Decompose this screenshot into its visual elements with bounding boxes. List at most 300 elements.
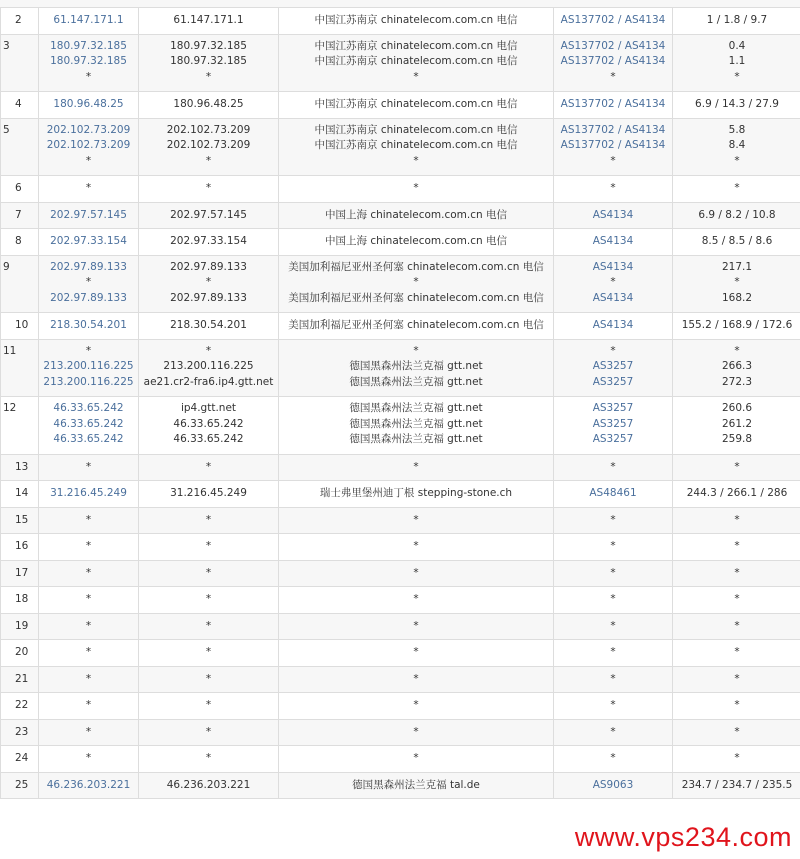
hostname-cell — [139, 8, 279, 35]
rtt-cell — [673, 8, 800, 35]
asn-text: * — [610, 566, 616, 579]
loc-text: 中国江苏南京 chinatelecom.com.cn 电信 — [314, 55, 518, 67]
asn-link[interactable]: AS137702 / AS4134 — [560, 98, 666, 110]
ip-text: * — [85, 752, 92, 764]
asn-cell — [554, 613, 673, 640]
rtt-cell — [673, 666, 800, 693]
ip-cell — [39, 313, 139, 340]
rtt-text: 6.9 / 14.3 / 27.9 — [695, 98, 779, 110]
rtt-text: 155.2 / 168.9 / 172.6 — [681, 319, 793, 331]
loc-text: * — [413, 513, 419, 526]
rtt-text: 1.1 — [728, 55, 746, 67]
loc-text: 德国黑森州法兰克福 gtt.net — [349, 375, 483, 388]
hostname-cell — [139, 640, 279, 667]
asn-text: * — [610, 276, 616, 288]
hop-number: 8 — [1, 229, 39, 256]
ip-text: * — [85, 344, 92, 357]
rtt-text: * — [734, 593, 740, 605]
rtt-text: 1 / 1.8 / 9.7 — [706, 14, 768, 26]
rtt-cell — [673, 313, 800, 340]
ip-link[interactable]: 180.97.32.185 — [50, 39, 127, 52]
loc-text: 中国江苏南京 chinatelecom.com.cn 电信 — [314, 98, 518, 110]
asn-cell — [554, 255, 673, 313]
table-row — [1, 772, 800, 799]
rtt-text: * — [734, 646, 740, 658]
table-row — [1, 454, 800, 481]
host-text: * — [205, 699, 212, 711]
host-text: 180.97.32.185 — [170, 55, 247, 67]
asn-cell — [554, 746, 673, 773]
ip-link[interactable]: 46.33.65.242 — [53, 417, 124, 430]
loc-text: * — [413, 154, 419, 167]
hop-number: 21 — [1, 666, 39, 693]
rtt-cell — [673, 534, 800, 561]
location-cell — [279, 34, 554, 92]
rtt-cell — [673, 454, 800, 481]
hop-number: 23 — [1, 719, 39, 746]
hop-number: 7 — [1, 202, 39, 229]
loc-text: * — [413, 460, 419, 473]
rtt-text: * — [734, 619, 740, 632]
asn-link[interactable]: AS48461 — [589, 487, 637, 499]
rtt-text: * — [734, 460, 740, 473]
location-cell — [279, 560, 554, 587]
table-row — [1, 534, 800, 561]
rtt-text: 5.8 — [728, 123, 746, 136]
table-row — [1, 313, 800, 340]
asn-cell — [554, 587, 673, 614]
ip-text: * — [85, 566, 92, 579]
asn-link[interactable]: AS3257 — [592, 433, 634, 445]
host-text: 180.97.32.185 — [170, 39, 247, 52]
ip-link[interactable]: 202.97.89.133 — [50, 291, 127, 304]
rtt-cell — [673, 587, 800, 614]
asn-cell — [554, 560, 673, 587]
loc-text: * — [413, 70, 419, 83]
loc-text: * — [413, 344, 419, 357]
asn-cell — [554, 397, 673, 455]
hop-number: 17 — [1, 560, 39, 587]
ip-cell — [39, 640, 139, 667]
ip-cell — [39, 481, 139, 508]
host-text: * — [205, 460, 212, 473]
table-row — [1, 587, 800, 614]
table-row — [1, 118, 800, 176]
hostname-cell — [139, 118, 279, 176]
loc-text: 中国上海 chinatelecom.com.cn 电信 — [324, 235, 508, 247]
asn-text: * — [610, 593, 616, 605]
rtt-cell — [673, 507, 800, 534]
asn-link[interactable]: AS137702 / AS4134 — [560, 123, 666, 136]
host-text: 202.97.57.145 — [170, 208, 247, 221]
ip-cell — [39, 176, 139, 203]
loc-text: * — [413, 593, 419, 605]
asn-cell — [554, 176, 673, 203]
rtt-text: 0.4 — [728, 39, 746, 52]
asn-link[interactable]: AS3257 — [592, 360, 634, 372]
ip-link[interactable]: 213.200.116.225 — [43, 360, 134, 372]
ip-link[interactable]: 202.97.89.133 — [50, 260, 127, 273]
table-row — [1, 693, 800, 720]
location-cell — [279, 613, 554, 640]
ip-text: * — [85, 593, 92, 605]
hop-number: 20 — [1, 640, 39, 667]
hop-number: 10 — [1, 313, 39, 340]
location-cell — [279, 176, 554, 203]
ip-link[interactable]: 46.33.65.242 — [53, 402, 124, 414]
asn-cell — [554, 534, 673, 561]
asn-text: * — [610, 752, 616, 764]
asn-cell — [554, 202, 673, 229]
asn-link[interactable]: AS137702 / AS4134 — [560, 14, 666, 26]
asn-cell — [554, 666, 673, 693]
asn-link[interactable]: AS3257 — [592, 402, 634, 414]
asn-text: * — [610, 154, 616, 167]
rtt-text: * — [734, 276, 740, 288]
asn-link[interactable]: AS3257 — [592, 375, 634, 388]
table-row — [1, 719, 800, 746]
hop-number: 12 — [1, 397, 39, 455]
asn-link[interactable]: AS137702 / AS4134 — [560, 39, 666, 52]
asn-link[interactable]: AS4134 — [592, 291, 634, 304]
ip-cell — [39, 118, 139, 176]
asn-link[interactable]: AS4134 — [592, 260, 634, 273]
hop-number: 14 — [1, 481, 39, 508]
asn-text: * — [610, 619, 616, 632]
location-cell — [279, 454, 554, 481]
location-cell — [279, 229, 554, 256]
ip-cell — [39, 587, 139, 614]
table-row — [1, 34, 800, 92]
hostname-cell — [139, 772, 279, 799]
rtt-cell — [673, 34, 800, 92]
asn-link[interactable]: AS137702 / AS4134 — [560, 139, 666, 151]
ip-text: * — [85, 182, 92, 194]
hostname-cell — [139, 397, 279, 455]
table-row — [1, 613, 800, 640]
loc-text: 德国黑森州法兰克福 gtt.net — [349, 402, 483, 414]
location-cell — [279, 118, 554, 176]
table-row — [1, 176, 800, 203]
location-cell — [279, 640, 554, 667]
ip-cell — [39, 397, 139, 455]
rtt-cell — [673, 481, 800, 508]
hostname-cell — [139, 176, 279, 203]
host-text: 46.236.203.221 — [166, 778, 251, 791]
hostname-cell — [139, 719, 279, 746]
location-cell — [279, 313, 554, 340]
host-text: * — [205, 70, 212, 83]
host-text: 180.96.48.25 — [173, 98, 244, 110]
ip-link[interactable]: 46.33.65.242 — [53, 433, 124, 445]
asn-cell — [554, 772, 673, 799]
hop-number: 11 — [1, 339, 39, 397]
rtt-cell — [673, 719, 800, 746]
loc-text: 美国加利福尼亚州圣何塞 chinatelecom.com.cn 电信 — [288, 319, 544, 331]
hostname-cell — [139, 313, 279, 340]
hostname-cell — [139, 613, 279, 640]
ip-link[interactable]: 180.97.32.185 — [50, 55, 127, 67]
asn-link[interactable]: AS4134 — [592, 235, 634, 247]
asn-text: * — [610, 699, 616, 711]
hop-number: 9 — [1, 255, 39, 313]
rtt-text: 259.8 — [721, 433, 753, 445]
ip-cell — [39, 202, 139, 229]
rtt-text: * — [734, 566, 740, 579]
asn-text: * — [610, 646, 616, 658]
hostname-cell — [139, 534, 279, 561]
asn-cell — [554, 118, 673, 176]
rtt-text: * — [734, 154, 740, 167]
loc-text: 中国江苏南京 chinatelecom.com.cn 电信 — [314, 14, 518, 26]
asn-cell — [554, 229, 673, 256]
location-cell — [279, 693, 554, 720]
hostname-cell — [139, 746, 279, 773]
ip-text: * — [85, 619, 92, 632]
asn-cell — [554, 507, 673, 534]
rtt-text: 272.3 — [721, 375, 753, 388]
location-cell — [279, 666, 554, 693]
table-row — [1, 92, 800, 119]
hop-number: 19 — [1, 613, 39, 640]
asn-link[interactable]: AS137702 / AS4134 — [560, 55, 666, 67]
host-text: 202.97.89.133 — [170, 260, 247, 273]
loc-text: 德国黑森州法兰克福 gtt.net — [349, 417, 483, 430]
rtt-text: 217.1 — [721, 260, 753, 273]
rtt-text: 234.7 / 234.7 / 235.5 — [681, 778, 793, 791]
hop-number: 25 — [1, 772, 39, 799]
loc-text: 瑞士弗里堡州迪丁根 stepping-stone.ch — [319, 487, 513, 499]
rtt-cell — [673, 640, 800, 667]
asn-text: * — [610, 540, 616, 552]
ip-text: * — [85, 154, 92, 167]
ip-link[interactable]: 202.97.33.154 — [50, 235, 127, 247]
hostname-cell — [139, 34, 279, 92]
asn-cell — [554, 92, 673, 119]
hostname-cell — [139, 229, 279, 256]
rtt-cell — [673, 255, 800, 313]
rtt-text: * — [734, 513, 740, 526]
host-text: * — [205, 344, 212, 357]
host-text: * — [205, 619, 212, 632]
host-text: 46.33.65.242 — [173, 417, 244, 430]
asn-cell — [554, 8, 673, 35]
ip-text: * — [85, 513, 92, 526]
ip-cell — [39, 719, 139, 746]
ip-cell — [39, 34, 139, 92]
asn-cell — [554, 481, 673, 508]
rtt-cell — [673, 693, 800, 720]
loc-text: 中国江苏南京 chinatelecom.com.cn 电信 — [314, 123, 518, 136]
hop-number: 18 — [1, 587, 39, 614]
rtt-text: * — [734, 699, 740, 711]
ip-link[interactable]: 218.30.54.201 — [50, 319, 127, 331]
hostname-cell — [139, 693, 279, 720]
location-cell — [279, 534, 554, 561]
location-cell — [279, 746, 554, 773]
asn-link[interactable]: AS4134 — [592, 319, 634, 331]
loc-text: * — [413, 699, 419, 711]
loc-text: * — [413, 752, 419, 764]
hostname-cell — [139, 560, 279, 587]
host-text: 31.216.45.249 — [170, 487, 247, 499]
ip-cell — [39, 613, 139, 640]
asn-cell — [554, 640, 673, 667]
ip-cell — [39, 746, 139, 773]
rtt-cell — [673, 746, 800, 773]
ip-link[interactable]: 31.216.45.249 — [50, 487, 127, 499]
hop-number: 3 — [1, 34, 39, 92]
host-text: 61.147.171.1 — [173, 14, 244, 26]
rtt-cell — [673, 397, 800, 455]
rtt-text: * — [734, 672, 740, 685]
table-row — [1, 8, 800, 35]
asn-text: * — [610, 70, 616, 83]
host-text: * — [205, 513, 212, 526]
loc-text: * — [413, 646, 419, 658]
table-row — [1, 746, 800, 773]
asn-text: * — [610, 672, 616, 685]
table-row — [1, 666, 800, 693]
rtt-text: * — [734, 344, 740, 357]
asn-cell — [554, 693, 673, 720]
ip-text: * — [85, 540, 92, 552]
rtt-text: * — [734, 725, 740, 738]
host-text: 218.30.54.201 — [170, 319, 247, 331]
host-text: * — [205, 154, 212, 167]
ip-cell — [39, 454, 139, 481]
location-cell — [279, 8, 554, 35]
rtt-text: 8.4 — [728, 139, 746, 151]
ip-link[interactable]: 213.200.116.225 — [43, 375, 134, 388]
asn-link[interactable]: AS3257 — [592, 417, 634, 430]
loc-text: * — [413, 725, 419, 738]
hop-number: 6 — [1, 176, 39, 203]
host-text: * — [205, 566, 212, 579]
loc-text: * — [413, 672, 419, 685]
asn-cell — [554, 719, 673, 746]
host-text: * — [205, 276, 212, 288]
location-cell — [279, 587, 554, 614]
host-text: * — [205, 646, 212, 658]
ip-text: * — [85, 672, 92, 685]
hop-number: 22 — [1, 693, 39, 720]
loc-text: 中国上海 chinatelecom.com.cn 电信 — [324, 208, 508, 221]
hostname-cell — [139, 255, 279, 313]
traceroute-table — [0, 7, 800, 799]
ip-link[interactable]: 202.97.57.145 — [50, 208, 127, 221]
ip-link[interactable]: 180.96.48.25 — [53, 98, 124, 110]
hop-number: 24 — [1, 746, 39, 773]
host-text: * — [205, 752, 212, 764]
loc-text: 德国黑森州法兰克福 tal.de — [352, 778, 480, 791]
hop-number: 5 — [1, 118, 39, 176]
loc-text: * — [413, 182, 419, 194]
hostname-cell — [139, 202, 279, 229]
hop-number: 4 — [1, 92, 39, 119]
ip-link[interactable]: 202.102.73.209 — [46, 123, 131, 136]
host-text: 213.200.116.225 — [163, 360, 254, 372]
location-cell — [279, 202, 554, 229]
table-row — [1, 229, 800, 256]
rtt-cell — [673, 118, 800, 176]
loc-text: 德国黑森州法兰克福 gtt.net — [349, 360, 483, 372]
rtt-text: 260.6 — [721, 402, 753, 414]
ip-text: * — [85, 699, 92, 711]
asn-text: * — [610, 344, 616, 357]
rtt-cell — [673, 202, 800, 229]
ip-cell — [39, 229, 139, 256]
host-text: * — [205, 725, 212, 738]
asn-text: * — [610, 182, 616, 194]
location-cell — [279, 719, 554, 746]
ip-cell — [39, 339, 139, 397]
host-text: 202.102.73.209 — [166, 139, 251, 151]
hostname-cell — [139, 339, 279, 397]
hostname-cell — [139, 454, 279, 481]
location-cell — [279, 92, 554, 119]
ip-cell — [39, 8, 139, 35]
ip-link[interactable]: 202.102.73.209 — [46, 139, 131, 151]
hostname-cell — [139, 507, 279, 534]
loc-text: * — [413, 276, 419, 288]
ip-cell — [39, 772, 139, 799]
loc-text: 德国黑森州法兰克福 gtt.net — [349, 433, 483, 445]
table-row — [1, 507, 800, 534]
ip-text: * — [85, 276, 92, 288]
asn-cell — [554, 339, 673, 397]
rtt-cell — [673, 560, 800, 587]
ip-link[interactable]: 46.236.203.221 — [46, 778, 131, 791]
ip-cell — [39, 255, 139, 313]
hop-number: 2 — [1, 8, 39, 35]
ip-cell — [39, 92, 139, 119]
host-text: 202.97.33.154 — [170, 235, 247, 247]
table-row — [1, 339, 800, 397]
table-row — [1, 481, 800, 508]
table-row — [1, 202, 800, 229]
ip-cell — [39, 666, 139, 693]
hostname-cell — [139, 666, 279, 693]
asn-link[interactable]: AS4134 — [592, 208, 634, 221]
host-text: * — [205, 672, 212, 685]
rtt-text: 6.9 / 8.2 / 10.8 — [698, 208, 776, 221]
host-text: 46.33.65.242 — [173, 433, 244, 445]
rtt-cell — [673, 613, 800, 640]
location-cell — [279, 255, 554, 313]
host-text: * — [205, 593, 212, 605]
ip-cell — [39, 560, 139, 587]
asn-text: * — [610, 725, 616, 738]
location-cell — [279, 507, 554, 534]
rtt-text: * — [734, 752, 740, 764]
location-cell — [279, 772, 554, 799]
asn-link[interactable]: AS9063 — [592, 778, 634, 791]
watermark: www.vps234.com — [574, 822, 792, 852]
ip-text: * — [85, 70, 92, 83]
table-row — [1, 255, 800, 313]
hostname-cell — [139, 92, 279, 119]
loc-text: * — [413, 540, 419, 552]
rtt-cell — [673, 772, 800, 799]
loc-text: 美国加利福尼亚州圣何塞 chinatelecom.com.cn 电信 — [288, 260, 544, 273]
location-cell — [279, 397, 554, 455]
loc-text: * — [413, 619, 419, 632]
ip-link[interactable]: 61.147.171.1 — [53, 14, 124, 26]
rtt-text: * — [734, 540, 740, 552]
rtt-text: 261.2 — [721, 417, 753, 430]
hop-number: 15 — [1, 507, 39, 534]
